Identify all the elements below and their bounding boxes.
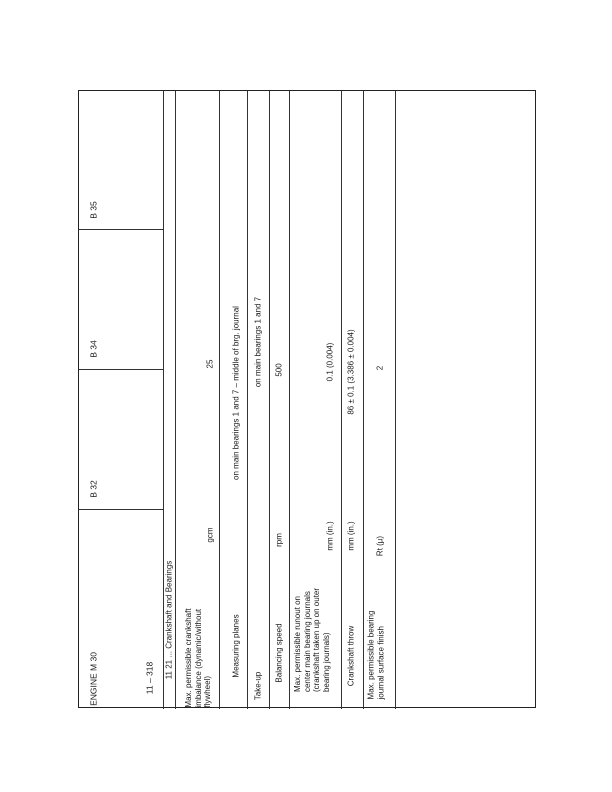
- row-value-crankshaft-throw: 86 ± 0.1 (3.386 ± 0.004): [346, 329, 356, 415]
- row-value-surface-finish: 2: [375, 365, 385, 371]
- engine-title: ENGINE M 30: [88, 652, 99, 706]
- row-rule-6: [363, 91, 364, 709]
- row-label-surface-finish: Max. permissible bearing journal surface finish: [366, 610, 385, 700]
- row-unit-imbalance: gcm: [205, 527, 215, 543]
- page-number: 11 – 318: [144, 661, 155, 695]
- row-value-balancing-speed: 500: [274, 363, 284, 377]
- row-rule-4: [289, 91, 290, 709]
- section-row-rule: [175, 91, 176, 709]
- row-unit-crankshaft-throw: mm (in.): [346, 521, 356, 551]
- row-label-balancing-speed: Balancing speed: [274, 623, 284, 683]
- row-rule-7: [395, 91, 396, 709]
- model-b32: B 32: [88, 480, 99, 498]
- row-unit-surface-finish: Rt (µ): [375, 535, 385, 557]
- row-label-take-up: Take-up: [253, 671, 263, 701]
- row-value-measuring-planes: on main bearings 1 and 7 – middle of brg. journal: [231, 306, 241, 480]
- row-unit-balancing-speed: rpm: [274, 533, 284, 547]
- row-rule-5: [341, 91, 342, 709]
- column-divider: [79, 509, 163, 510]
- row-rule-1: [219, 91, 220, 709]
- row-label-measuring-planes: Measuring planes: [231, 614, 241, 678]
- row-rule-2: [247, 91, 248, 709]
- row-unit-runout: mm (in.): [325, 521, 335, 551]
- row-label-runout: Max. permissible runout on center main bearing journals (crankshaft taken up on outer bearing journals): [293, 587, 331, 693]
- row-value-take-up: on main bearings 1 and 7: [253, 296, 263, 388]
- row-rule-3: [269, 91, 270, 709]
- model-b35: B 35: [88, 201, 99, 219]
- row-value-imbalance: 25: [205, 359, 215, 369]
- row-label-crankshaft-throw: Crankshaft throw: [346, 625, 356, 687]
- row-value-runout: 0.1 (0.004): [325, 342, 335, 382]
- model-divider-2: [79, 229, 163, 230]
- model-divider-1: [79, 369, 163, 370]
- section-title: 11 21 ... Crankshaft and Bearings: [164, 560, 174, 680]
- row-label-imbalance: Max. permissible crankshaft imbalance (dynamic/without flywheel): [183, 608, 212, 708]
- model-b34: B 34: [88, 340, 99, 358]
